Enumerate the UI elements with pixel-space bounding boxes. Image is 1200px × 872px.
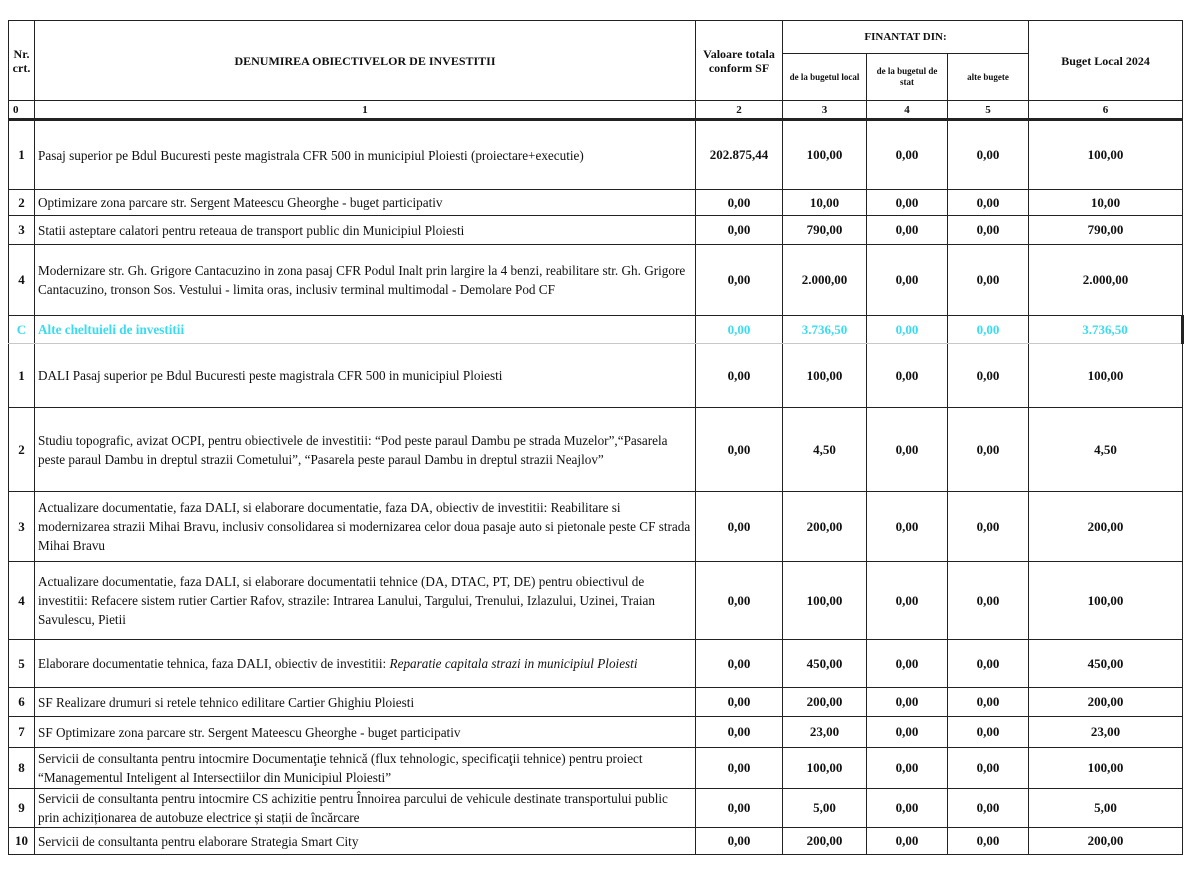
- row-description-italic-text: Reparatie capitala strazi in municipiul Ploiesti: [389, 656, 638, 671]
- row-number: 5: [9, 640, 35, 688]
- row-description-text: Servicii de consultanta pentru intocmire CS achizitie pentru Înnoirea parcului de vehicule destinate transportului public prin achiziționarea de autobuze electrice și stații de încărcare: [38, 791, 668, 825]
- row-number: 2: [9, 408, 35, 492]
- header-valoare-totala: Valoare totala conform SF: [696, 21, 783, 101]
- buget-stat-cell: 0,00: [867, 828, 948, 855]
- row-description: [35, 408, 696, 492]
- header-alte-bugete: alte bugete: [948, 54, 1029, 101]
- buget-local-cell: 10,00: [783, 190, 867, 216]
- alte-bugete-cell: 0,00: [948, 120, 1029, 190]
- valoare-totala-cell: 0,00: [696, 828, 783, 855]
- buget-local-2024-cell: 10,00: [1029, 190, 1183, 216]
- header-buget-stat: de la bugetul de stat: [867, 54, 948, 101]
- table-row: [9, 562, 1183, 640]
- row-number: 2: [9, 190, 35, 216]
- row-description: [35, 828, 696, 855]
- row-description: [35, 245, 696, 316]
- column-number: 0: [9, 101, 35, 120]
- valoare-totala-cell: 0,00: [696, 717, 783, 748]
- buget-local-2024-cell: 200,00: [1029, 688, 1183, 717]
- row-description: [35, 748, 696, 789]
- row-number: 7: [9, 717, 35, 748]
- row-number: 9: [9, 789, 35, 828]
- alte-bugete-cell: 0,00: [948, 828, 1029, 855]
- row-description: [35, 640, 696, 688]
- valoare-totala-cell: 0,00: [696, 316, 783, 344]
- row-number: 3: [9, 492, 35, 562]
- alte-bugete-cell: 0,00: [948, 748, 1029, 789]
- row-number: 6: [9, 688, 35, 717]
- table-row: [9, 640, 1183, 688]
- buget-local-cell: 100,00: [783, 120, 867, 190]
- table-row: [9, 717, 1183, 748]
- valoare-totala-cell: 202.875,44: [696, 120, 783, 190]
- buget-local-cell: 100,00: [783, 562, 867, 640]
- buget-local-2024-cell: 450,00: [1029, 640, 1183, 688]
- buget-stat-cell: 0,00: [867, 640, 948, 688]
- row-number: 3: [9, 216, 35, 245]
- alte-bugete-cell: 0,00: [948, 688, 1029, 717]
- buget-local-2024-cell: 100,00: [1029, 562, 1183, 640]
- row-description: [35, 562, 696, 640]
- header-buget-local-2024: Buget Local 2024: [1029, 21, 1183, 101]
- table-row: [9, 190, 1183, 216]
- row-number: C: [9, 316, 35, 344]
- row-description: [35, 789, 696, 828]
- buget-local-2024-cell: 2.000,00: [1029, 245, 1183, 316]
- alte-bugete-cell: 0,00: [948, 316, 1029, 344]
- buget-local-2024-cell: 23,00: [1029, 717, 1183, 748]
- valoare-totala-cell: 0,00: [696, 562, 783, 640]
- row-description-text: Alte cheltuieli de investitii: [38, 322, 185, 337]
- row-description-text: Elaborare documentatie tehnica, faza DALI, obiectiv de investitii:: [38, 656, 390, 671]
- row-number: 8: [9, 748, 35, 789]
- header-finantat-din: FINANTAT DIN:: [783, 21, 1029, 54]
- table-row: [9, 828, 1183, 855]
- row-description: [35, 190, 696, 216]
- row-description-text: Pasaj superior pe Bdul Bucuresti peste magistrala CFR 500 in municipiul Ploiesti (proiectare+executie): [38, 147, 584, 163]
- buget-local-cell: 200,00: [783, 492, 867, 562]
- column-number: 4: [867, 101, 948, 120]
- column-number: 2: [696, 101, 783, 120]
- table-row: [9, 344, 1183, 408]
- row-description-text: SF Optimizare zona parcare str. Sergent Mateescu Gheorghe - buget participativ: [38, 724, 461, 740]
- buget-stat-cell: 0,00: [867, 789, 948, 828]
- buget-local-cell: 200,00: [783, 828, 867, 855]
- buget-stat-cell: 0,00: [867, 344, 948, 408]
- buget-local-cell: 100,00: [783, 748, 867, 789]
- buget-stat-cell: 0,00: [867, 190, 948, 216]
- buget-local-cell: 5,00: [783, 789, 867, 828]
- alte-bugete-cell: 0,00: [948, 216, 1029, 245]
- investment-table-sheet: [8, 20, 1182, 855]
- buget-local-2024-cell: 3.736,50: [1029, 316, 1183, 344]
- buget-stat-cell: 0,00: [867, 717, 948, 748]
- row-description-text: Actualizare documentatie, faza DALI, si elaborare documentatii tehnice (DA, DTAC, PT, DE) pentru obiectivul de investitii: Refacere sistem rutier Cartier Rafov, strazile: Intrarea Lanului, Targului, Trenului, Izlazului, Uzinei, Traian Savulescu, Pietii: [38, 574, 656, 627]
- table-row: [9, 688, 1183, 717]
- buget-local-2024-cell: 790,00: [1029, 216, 1183, 245]
- header-nr-crt: Nr. crt.: [9, 21, 35, 101]
- valoare-totala-cell: 0,00: [696, 245, 783, 316]
- valoare-totala-cell: 0,00: [696, 789, 783, 828]
- buget-local-2024-cell: 4,50: [1029, 408, 1183, 492]
- alte-bugete-cell: 0,00: [948, 190, 1029, 216]
- buget-local-cell: 200,00: [783, 688, 867, 717]
- valoare-totala-cell: 0,00: [696, 688, 783, 717]
- row-description-text: Actualizare documentatie, faza DALI, si elaborare documentatie, faza DA, obiectiv de investitii: Reabilitare si modernizarea strazii Mihai Bravu, inclusiv consolidarea si modernizarea celor doua pasaje auto si pietonale peste CF strada Mihai Bravu: [38, 500, 691, 553]
- row-description-text: DALI Pasaj superior pe Bdul Bucuresti peste magistrala CFR 500 in municipiul Ploiesti: [38, 368, 503, 383]
- column-number-row: [9, 101, 1183, 120]
- column-number: 1: [35, 101, 696, 120]
- buget-local-2024-cell: 5,00: [1029, 789, 1183, 828]
- buget-local-2024-cell: 100,00: [1029, 748, 1183, 789]
- alte-bugete-cell: 0,00: [948, 640, 1029, 688]
- alte-bugete-cell: 0,00: [948, 245, 1029, 316]
- table-row: [9, 408, 1183, 492]
- buget-local-cell: 3.736,50: [783, 316, 867, 344]
- table-row: [9, 216, 1183, 245]
- valoare-totala-cell: 0,00: [696, 640, 783, 688]
- table-row: [9, 245, 1183, 316]
- header-denumire: DENUMIREA OBIECTIVELOR DE INVESTITII: [35, 21, 696, 101]
- table-row: [9, 492, 1183, 562]
- buget-local-cell: 2.000,00: [783, 245, 867, 316]
- row-description-text: Servicii de consultanta pentru intocmire Documentaţie tehnică (flux tehnologic, specificaţii tehnice) pentru proiect “Managementul Inteligent al Intersectiilor din Municipiul Ploiesti”: [38, 751, 643, 785]
- column-number: 5: [948, 101, 1029, 120]
- table-row: [9, 316, 1183, 344]
- row-description: [35, 120, 696, 190]
- table-row: [9, 748, 1183, 789]
- buget-stat-cell: 0,00: [867, 216, 948, 245]
- row-description: [35, 717, 696, 748]
- row-description-text: SF Realizare drumuri si retele tehnico edilitare Cartier Ghighiu Ploiesti: [38, 694, 415, 710]
- buget-stat-cell: 0,00: [867, 120, 948, 190]
- row-number: 10: [9, 828, 35, 855]
- buget-stat-cell: 0,00: [867, 408, 948, 492]
- alte-bugete-cell: 0,00: [948, 492, 1029, 562]
- row-description: [35, 492, 696, 562]
- valoare-totala-cell: 0,00: [696, 344, 783, 408]
- alte-bugete-cell: 0,00: [948, 717, 1029, 748]
- buget-stat-cell: 0,00: [867, 492, 948, 562]
- row-description: [35, 688, 696, 717]
- buget-stat-cell: 0,00: [867, 562, 948, 640]
- table-row: [9, 120, 1183, 190]
- buget-local-cell: 23,00: [783, 717, 867, 748]
- column-number: 3: [783, 101, 867, 120]
- row-description: [35, 344, 696, 408]
- row-description: [35, 316, 696, 344]
- alte-bugete-cell: 0,00: [948, 562, 1029, 640]
- table-row: [9, 789, 1183, 828]
- valoare-totala-cell: 0,00: [696, 492, 783, 562]
- valoare-totala-cell: 0,00: [696, 190, 783, 216]
- buget-local-2024-cell: 200,00: [1029, 828, 1183, 855]
- header-buget-local: de la bugetul local: [783, 54, 867, 101]
- column-number: 6: [1029, 101, 1183, 120]
- buget-local-cell: 100,00: [783, 344, 867, 408]
- row-description-text: Statii asteptare calatori pentru reteaua de transport public din Municipiul Ploiesti: [38, 222, 465, 238]
- buget-local-cell: 4,50: [783, 408, 867, 492]
- row-number: 4: [9, 245, 35, 316]
- alte-bugete-cell: 0,00: [948, 408, 1029, 492]
- row-number: 1: [9, 120, 35, 190]
- valoare-totala-cell: 0,00: [696, 408, 783, 492]
- table-body: [9, 101, 1183, 855]
- valoare-totala-cell: 0,00: [696, 216, 783, 245]
- alte-bugete-cell: 0,00: [948, 344, 1029, 408]
- investment-table: [8, 20, 1184, 855]
- buget-stat-cell: 0,00: [867, 245, 948, 316]
- row-description: [35, 216, 696, 245]
- alte-bugete-cell: 0,00: [948, 789, 1029, 828]
- row-number: 4: [9, 562, 35, 640]
- row-number: 1: [9, 344, 35, 408]
- buget-stat-cell: 0,00: [867, 316, 948, 344]
- row-description-text: Optimizare zona parcare str. Sergent Mateescu Gheorghe - buget participativ: [38, 195, 443, 210]
- buget-local-cell: 790,00: [783, 216, 867, 245]
- buget-local-cell: 450,00: [783, 640, 867, 688]
- buget-local-2024-cell: 200,00: [1029, 492, 1183, 562]
- valoare-totala-cell: 0,00: [696, 748, 783, 789]
- row-description-text: Modernizare str. Gh. Grigore Cantacuzino in zona pasaj CFR Podul Inalt prin largire la 4 benzi, reabilitare str. Gh. Grigore Cantacuzino, tronson Sos. Vestului - limita oras, inclusiv terminal multimodal - Demolare Pod CF: [38, 263, 686, 297]
- row-description-text: Servicii de consultanta pentru elaborare Strategia Smart City: [38, 833, 359, 849]
- buget-stat-cell: 0,00: [867, 688, 948, 717]
- buget-local-2024-cell: 100,00: [1029, 344, 1183, 408]
- row-description-text: Studiu topografic, avizat OCPI, pentru obiectivele de investitii: “Pod peste paraul Dambu pe strada Muzelor”,“Pasarela peste paraul Dambu in dreptul strazii Cometului”, “Pasarela peste paraul Dambu in dreptul strazii Neajlov”: [38, 432, 668, 467]
- buget-stat-cell: 0,00: [867, 748, 948, 789]
- buget-local-2024-cell: 100,00: [1029, 120, 1183, 190]
